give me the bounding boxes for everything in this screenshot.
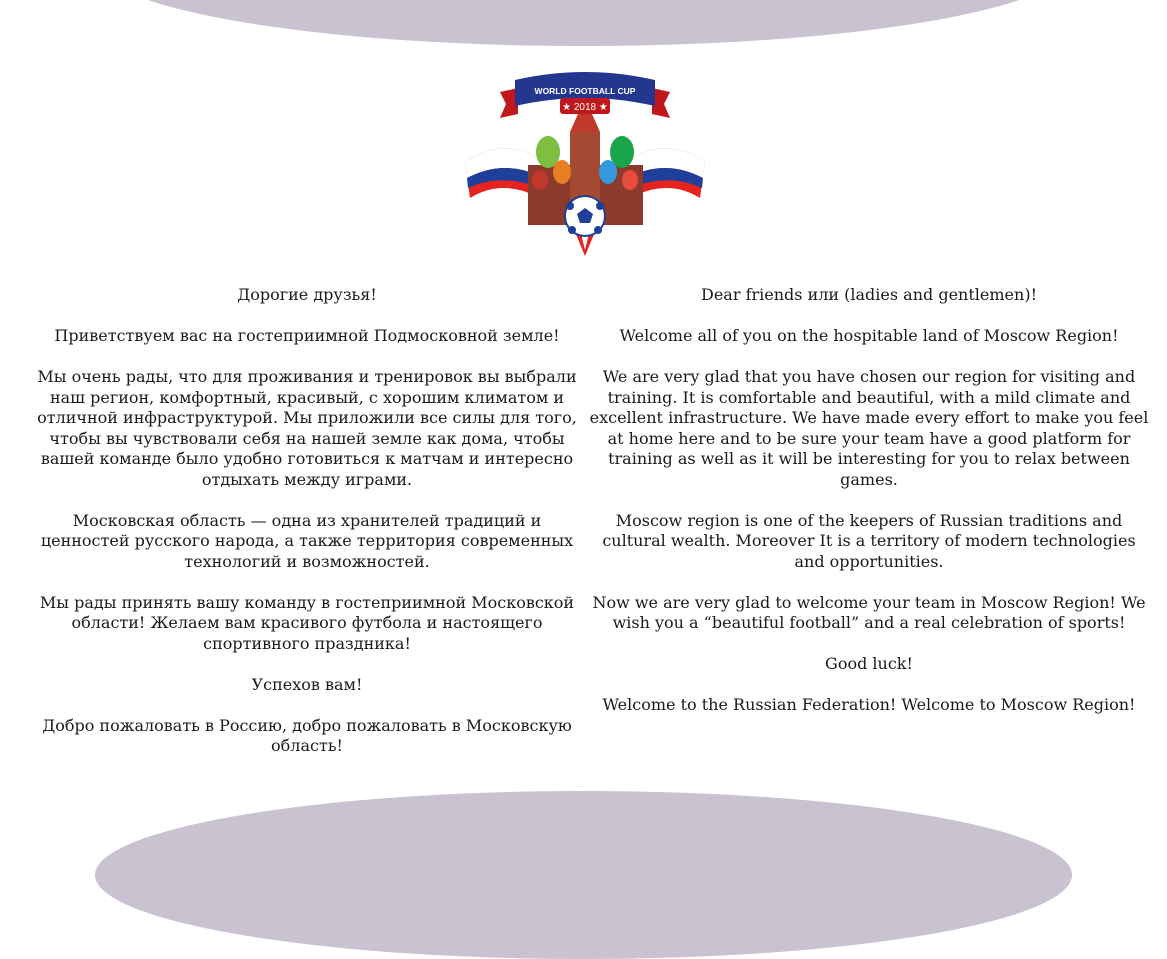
english-letter (588, 285, 1150, 736)
en-paragraph-wishes: Now we are very glad to welcome your team in Moscow Region! We wish you a “beautiful football” and a real celebration of sports! (592, 592, 1146, 632)
en-paragraph-traditions: Moscow region is one of the keepers of Russian traditions and cultural wealth. Moreover It is a territory of modern technologies and opportunities. (602, 510, 1136, 571)
russian-letter (28, 285, 586, 777)
world-cup-emblem (460, 70, 710, 256)
ru-paragraph-traditions: Московская область — одна из хранителей традиций и ценностей русского народа, а также территория современных технологий и возможностей. (40, 510, 574, 571)
en-good-luck: Good luck! (825, 654, 913, 673)
top-decorative-arc (95, 0, 1072, 46)
emblem-banner-text: WORLD FOOTBALL CUP (534, 86, 636, 96)
en-closing: Welcome to the Russian Federation! Welcome to Moscow Region! (602, 695, 1136, 714)
ru-greeting: Дорогие друзья! (237, 285, 377, 304)
bottom-decorative-arc (95, 791, 1072, 959)
en-welcome: Welcome all of you on the hospitable land of Moscow Region! (619, 326, 1119, 345)
en-greeting: Dear friends или (ladies and gentlemen)! (701, 285, 1037, 304)
ru-good-luck: Успехов вам! (251, 674, 363, 694)
ru-welcome: Приветствуем вас на гостеприимной Подмосковной земле! (54, 326, 560, 345)
ru-paragraph-region: Мы очень рады, что для проживания и тренировок вы выбрали наш регион, комфортный, красивый, с хорошим климатом и отличной инфраструктурой. Мы приложили все силы для того, чтобы вы чувствовали себя на нашей земле как дома, чтобы вашей команде было удобно готовиться к матчам и интересно отдыхать между играми. (37, 367, 577, 489)
emblem-graphic (460, 70, 710, 256)
ru-paragraph-wishes: Мы рады принять вашу команду в гостеприимной Московской области! Желаем вам красивого футбола и настоящего спортивного праздника! (39, 592, 575, 653)
emblem-year: ★ 2018 ★ (562, 102, 608, 113)
en-paragraph-region: We are very glad that you have chosen our region for visiting and training. It is comfortable and beautiful, with a mild climate and excellent infrastructure. We have made every effort to make you feel at home here and to be sure your team have a good platform for training as well as it will be interesting for you to relax between games. (589, 367, 1149, 489)
ru-closing: Добро пожаловать в Россию, добро пожаловать в Московскую область! (42, 715, 572, 755)
